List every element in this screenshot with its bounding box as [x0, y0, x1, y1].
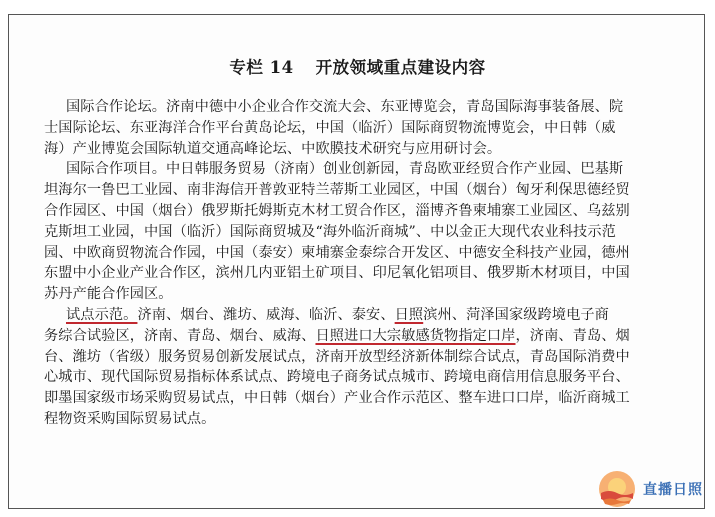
box-title [0, 54, 715, 78]
text-line: 海）产业博览会国际轨道交通高峰论坛、中欧膜技术研究与应用研讨会。 [44, 140, 502, 157]
text-line: 心城市、现代国际贸易指标体系试点、跨境电子商务试点城市、跨境电商信用信息服务平台、 [44, 369, 630, 386]
text-line: 程物资采购国际贸易试点。 [44, 410, 216, 427]
text-line: 合作园区、中国（烟台）俄罗斯托姆斯克木材工贸合作区，淄博齐鲁柬埔寨工业园区、乌兹别 [44, 202, 630, 219]
text-line: 坦海尔一鲁巴工业园、南非海信开普敦亚特兰蒂斯工业园区，中国（烟台）匈牙利保思德经贸 [44, 182, 630, 199]
text-line: 士国际论坛、东亚海洋合作平台黄岛论坛，中国（临沂）国际商贸物流博览会，中日韩（威 [44, 119, 616, 136]
rising-sun-icon [597, 469, 637, 509]
rizhao-highlight: 日照 [394, 306, 424, 323]
text-line: 试点示范。济南、烟台、潍坊、威海、临沂、泰安、日照滨州、菏泽国家级跨境电子商 [66, 306, 609, 323]
box-body [44, 97, 704, 430]
text-line: 东盟中小企业产业合作区，滨州几内亚铝土矿项目、印尼氧化铝项目、俄罗斯木材项目，中国 [44, 265, 630, 282]
text-line: 国际合作项目。中日韩服务贸易（济南）创业创新园，青岛欧亚经贸合作产业园、巴基斯 [66, 161, 624, 178]
text-line: 园、中欧商贸物流合作园，中国（泰安）柬埔寨金泰综合开发区、中德安全科技产业园，德州 [44, 244, 630, 261]
watermark-text: 直播日照 [643, 482, 703, 498]
text-line: 台、潍坊（省级）服务贸易创新发展试点，济南开放型经济新体制综合试点，青岛国际消费中 [44, 348, 630, 365]
watermark [597, 469, 703, 509]
text-line: 国际合作论坛。济南中德中小企业合作交流大会、东亚博览会，青岛国际海事装备展、院 [66, 99, 624, 115]
rizhao-port-highlight: 日照进口大宗敏感货物指定口岸 [315, 327, 516, 344]
pilot-heading-highlight: 试点示范。 [66, 306, 138, 323]
box-title-text: 开放领域重点建设内容 [315, 58, 486, 77]
text-line: 克斯坦工业园，中国（临沂）国际商贸城及“海外临沂商城”、中以金正大现代农业科技示范 [44, 223, 616, 240]
text-line: 务综合试验区，济南、青岛、烟台、威海、日照进口大宗敏感货物指定口岸，济南、青岛、烟 [44, 327, 630, 344]
text-line: 即墨国家级市场采购贸易试点，中日韩（烟台）产业合作示范区、整车进口口岸，临沂商城工 [44, 390, 630, 407]
text-line: 苏丹产能合作园区。 [44, 286, 173, 303]
box-title-label: 专栏 14 [229, 58, 294, 77]
